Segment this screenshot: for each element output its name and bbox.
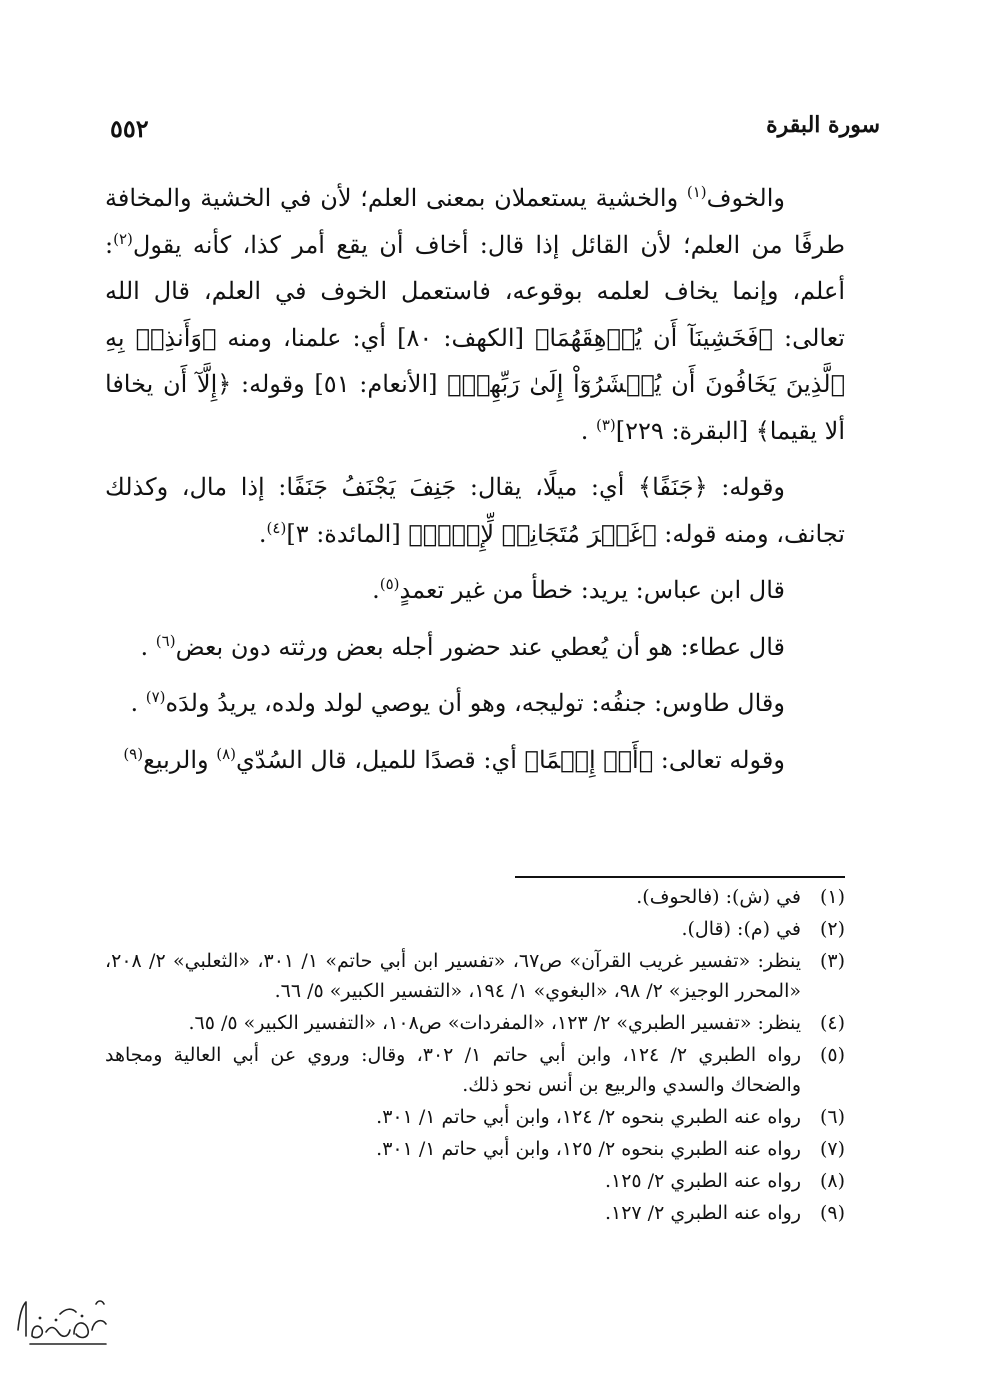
footnote-item — [105, 1134, 845, 1164]
footnote-number: (٣) — [819, 950, 845, 972]
text-run: . — [580, 416, 596, 445]
paragraph — [105, 624, 845, 671]
footnote-item — [105, 1198, 845, 1228]
text-run: : أعلم، وإنما يخاف لعلمه بوقوعه، فاستعمل الخوف في العلم، قال الله تعالى: — [105, 230, 845, 352]
quran-quote: ﴿جَنَفًا﴾ — [638, 473, 708, 501]
text-run: . — [372, 576, 380, 604]
footnote-ref: (٤) — [266, 518, 287, 537]
footnote-text: في (ش): (فالحوف). — [636, 886, 801, 908]
footnote-number: (٧) — [819, 1138, 845, 1160]
paragraph — [105, 737, 845, 784]
text-run: قال عطاء: هو أن يُعطي عند حضور أجله بعض ورثته دون بعض — [175, 632, 785, 661]
footnote-text: رواه عنه الطبري بنحوه ٢/ ١٢٤، وابن أبي حاتم ١/ ٣٠١. — [376, 1106, 801, 1128]
text-run: [الكهف: ٨٠] أي: علمنا، ومنه — [216, 323, 536, 352]
footnote-separator — [515, 876, 845, 878]
text-run: والربيع — [143, 745, 217, 774]
footnote-item — [105, 946, 845, 1006]
footnote-item — [105, 914, 845, 944]
seal-stamp — [10, 1290, 115, 1350]
footnote-ref: (٣) — [595, 415, 616, 434]
paragraph — [105, 175, 845, 454]
footnote-number: (٤) — [819, 1012, 845, 1034]
paragraph — [105, 567, 845, 614]
text-run: . — [258, 519, 267, 548]
quran-quote: ﴿وَأَنذِرۡ بِهِ ٱلَّذِينَ يَخَافُونَ أَن يُحۡشَرُوٓاْ إِلَىٰ رَبِّهِمۡ﴾ — [105, 323, 845, 398]
quran-quote: ﴿فَخَشِينَآ أَن يُرۡهِقَهُمَا﴾ — [535, 323, 773, 352]
text-run: أي: ميلًا، يقال: جَنِفَ يَجْنَفُ جَنَفًا: إذا مال، وكذلك تجانف، ومنه قوله: — [105, 473, 845, 548]
text-run: وقال طاوس: جنفُه: توليجه، وهو أن يوصي لولد ولده، يريدُ ولدَه — [165, 689, 785, 717]
text-run: وقوله تعالى: — [653, 745, 785, 774]
paragraph — [105, 464, 845, 557]
page-number: ٥٥٢ — [110, 114, 149, 143]
page-header — [110, 108, 880, 148]
footnote-ref: (٦) — [155, 631, 176, 650]
footnote-number: (٢) — [819, 918, 845, 940]
footnote-ref: (٨) — [216, 744, 237, 763]
quran-quote: ﴿أَوۡ إِثۡمًا﴾ — [524, 745, 654, 774]
footnote-ref: (١) — [686, 183, 707, 201]
footnote-text: ينظر: «تفسير غريب القرآن» ص٦٧، «تفسير ابن أبي حاتم» ١/ ٣٠١، «الثعلبي» ٢/ ٢٠٨، «المحرر الوجيز» ٢/ ٩٨، «البغوي» ١/ ١٩٤، «التفسير الكبير» ٥/ ٦٦. — [105, 950, 801, 1002]
footnotes — [105, 882, 845, 1230]
footnote-item — [105, 1040, 845, 1100]
text-run: [البقرة: ٢٢٩] — [615, 416, 756, 445]
surah-title: سورة البقرة — [766, 112, 880, 138]
footnote-text: رواه الطبري ٢/ ١٢٤، وابن أبي حاتم ١/ ٣٠٢، وقال: وروي عن أبي العالية ومجاهد والضحاك والسدي والربيع بن أنس نحو ذلك. — [105, 1044, 802, 1096]
footnote-ref: (٥) — [379, 575, 400, 593]
footnote-ref: (٧) — [145, 688, 166, 706]
footnote-text: ينظر: «تفسير الطبري» ٢/ ١٢٣، «المفردات» ص١٠٨، «التفسير الكبير» ٥/ ٦٥. — [188, 1012, 801, 1034]
footnote-text: في (م): (قال). — [681, 918, 801, 940]
footnote-number: (٨) — [819, 1170, 845, 1192]
main-text — [105, 175, 845, 793]
footnote-ref: (٢) — [113, 229, 133, 248]
footnote-item — [105, 1102, 845, 1132]
text-run: أي: قصدًا للميل، قال السُدّي — [236, 745, 525, 774]
footnote-text: رواه عنه الطبري ٢/ ١٢٥. — [604, 1170, 801, 1192]
text-run: . — [130, 689, 146, 717]
footnote-number: (٩) — [819, 1202, 845, 1224]
text-run: [المائدة: ٣] — [286, 519, 409, 548]
footnote-text: رواه عنه الطبري بنحوه ٢/ ١٢٥، وابن أبي حاتم ١/ ٣٠١. — [376, 1138, 801, 1160]
quran-quote: ﴿غَيۡرَ مُتَجَانِفٖ لِّإِثۡمٖ﴾ — [408, 519, 657, 548]
text-run: والخوف — [706, 184, 785, 212]
text-run: وقوله: — [707, 473, 786, 501]
text-run: قال ابن عباس: يريد: خطأ من غير تعمدٍ — [399, 576, 785, 604]
text-run: [الأنعام: ٥١] وقوله: — [231, 370, 448, 398]
text-run: . — [140, 632, 156, 661]
footnote-number: (١) — [819, 886, 845, 908]
text-run: والخشية يستعملان بمعنى العلم؛ لأن في الخشية والمخافة طرفًا من العلم؛ لأن القائل إذا قال: أخاف أن يقع أمر كذا، كأنه يقول — [105, 184, 845, 259]
footnote-item — [105, 1166, 845, 1196]
quran-quote: ﴿إِلَّآ أَن يخافا ألا يقيما﴾ — [105, 370, 845, 445]
footnote-item — [105, 1008, 845, 1038]
footnote-item — [105, 882, 845, 912]
footnote-text: رواه عنه الطبري ٢/ ١٢٧. — [604, 1202, 801, 1224]
footnote-ref: (٩) — [123, 744, 144, 763]
paragraph — [105, 680, 845, 727]
footnote-number: (٦) — [819, 1106, 845, 1128]
footnote-number: (٥) — [819, 1044, 845, 1066]
